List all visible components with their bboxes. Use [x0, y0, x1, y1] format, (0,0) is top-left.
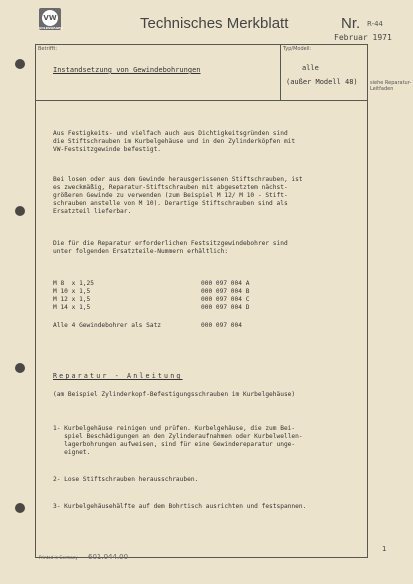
punch-hole — [15, 206, 25, 216]
section-heading: Reparatur - Anleitung — [53, 372, 183, 380]
punch-hole — [15, 363, 25, 373]
vw-logo-icon: VW VOLKSWAGEN — [39, 8, 61, 30]
divider — [35, 100, 368, 101]
typ-label: Typ/Modell: — [283, 46, 312, 52]
punch-hole — [15, 503, 25, 513]
divider — [280, 44, 281, 101]
set-label: Alle 4 Gewindebohrer als Satz — [53, 322, 162, 329]
document-date: Februar 1971 — [334, 33, 392, 42]
paragraph-1: Aus Festigkeits- und vielfach auch aus Dichtigkeitsgründen sind die Stiftschrauben im Kurbelgehäuse und in den Zylinderköpfen mit VW-Festsitzgewinde befestigt. — [53, 130, 296, 153]
step-2: 2- Lose Stiftschrauben herausschrauben. — [53, 476, 199, 483]
model-line-2: (außer Modell 48) — [286, 78, 358, 86]
example-note: (am Beispiel Zylinderkopf-Befestigungsschrauben im Kurbelgehäuse) — [53, 391, 296, 398]
table-row: M 14 x 1,5 000 097 004 D — [53, 304, 250, 311]
document-number: 601.044.00 — [88, 553, 129, 561]
punch-hole — [15, 59, 25, 69]
set-number: 000 097 004 — [201, 322, 242, 329]
table-row: M 10 x 1,5 000 097 004 B — [53, 288, 250, 295]
table-row: M 8 x 1,25 000 097 004 A — [53, 280, 250, 287]
nr-label: Nr. — [341, 15, 361, 32]
betrifft-label: Betrifft: — [38, 46, 58, 52]
print-note: Printed in Germany — [39, 555, 78, 560]
document-title: Technisches Merkblatt — [140, 15, 289, 32]
paragraph-3: Die für die Reparatur erforderlichen Festsitzgewindebohrer sind unter folgenden Ersatzteile-Nummern erhältlich: — [53, 240, 288, 255]
step-3: 3- Kurbelgehäusehälfte auf dem Bohrtisch ausrichten und festspannen. — [53, 503, 307, 510]
step-1: 1- Kurbelgehäuse reinigen und prüfen. Kurbelgehäuse, die zum Bei- spiel Beschädigungen an den Zylinderaufnahmen oder Kurbelwellen- lagerbohrungen aufweisen, sind für eine Gewindereparatur unge- eignet. — [53, 425, 303, 456]
model-line-1: alle — [302, 64, 319, 72]
reference-note: siehe Reparatur-Leitfaden — [370, 80, 412, 92]
parts-table — [53, 280, 249, 312]
page-number: 1 — [382, 545, 387, 553]
table-row: M 12 x 1,5 000 097 004 C — [53, 296, 250, 303]
paragraph-2: Bei losen oder aus dem Gewinde herausgerissenen Stiftschrauben, ist es zweckmäßig, Reparatur-Stiftschrauben mit abgesetztem nächst- größeren Gewinde zu verwenden (zum Beispiel M 12/ M 10 - Stift- schrauben anstelle von M 10). Derartige Stiftschrauben sind als Ersatzteil lieferbar. — [53, 176, 303, 215]
set-row — [53, 322, 242, 330]
nr-value: R-44 — [367, 20, 384, 28]
subject: Instandsetzung von Gewindebohrungen — [53, 66, 201, 74]
